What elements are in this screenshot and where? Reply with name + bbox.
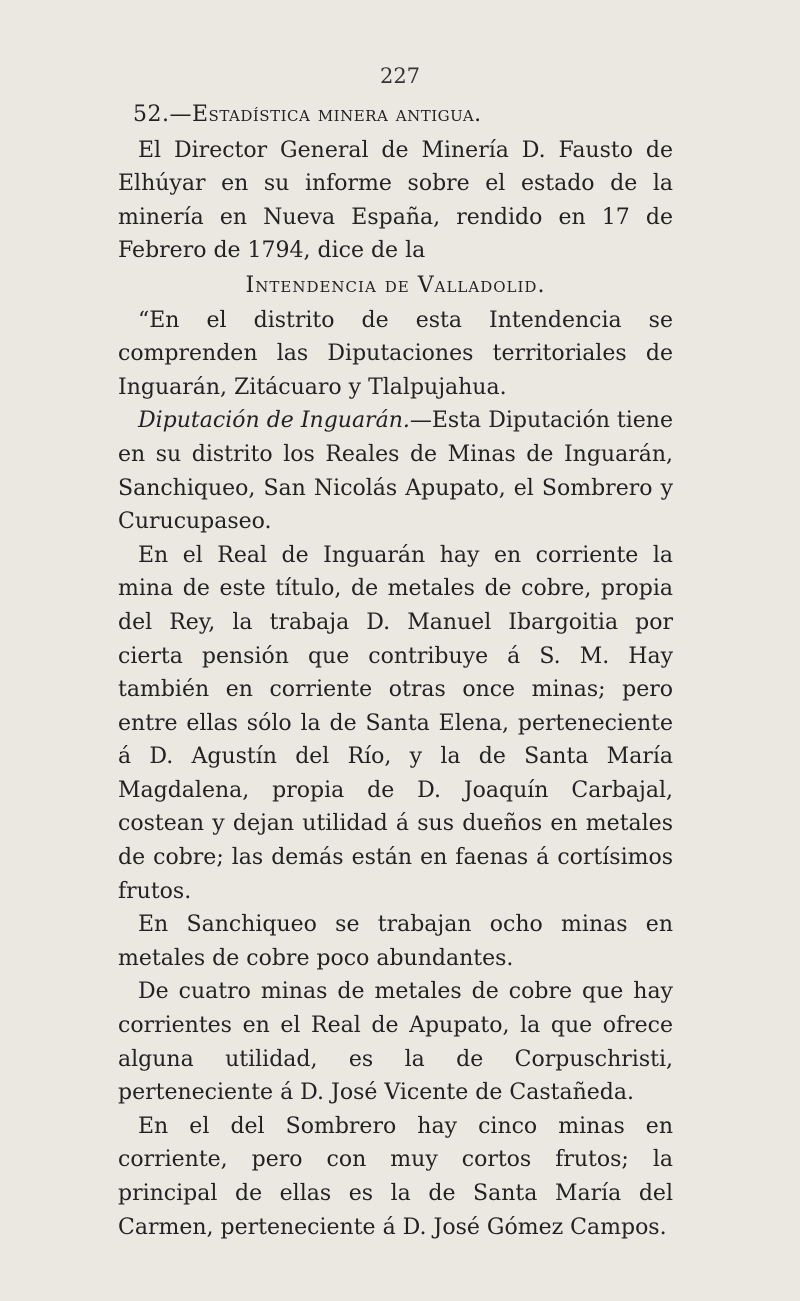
intro-paragraph: El Director General de Minería D. Fausto de Elhúyar en su informe sobre el estado de la minería en Nueva España, rendido en 17 de Febrero de 1794, dice de la [118,137,673,264]
paragraph-real-inguaran: En el Real de Inguarán hay en corriente la mina de este título, de metales de cobre, propia del Rey, la trabaja D. Manuel Ibargoitia por cierta pensión que contribuye á S. M. Hay también en corriente otras once minas; pero entre ellas sólo la de Santa Elena, perteneciente á D. Agustín del Río, y la de Santa María Magdalena, propia de D. Joaquín Carbajal, costean y dejan utilidad á sus dueños en metales de cobre; las demás están en faenas á cortísimos frutos. [118,542,673,904]
page-body [118,98,673,1244]
paragraph-districts: “En el distrito de esta Intendencia se comprenden las Diputaciones territoriales de Inguarán, Zitácuaro y Tlalpujahua. [118,307,673,400]
section-title: Estadística minera antigua. [192,102,482,127]
section-heading [118,98,673,132]
paragraph-sombrero: En el del Sombrero hay cinco minas en corriente, pero con muy cortos frutos; la principal de ellas es la de Santa María del Carmen, perteneciente á D. José Gómez Campos. [118,1113,673,1240]
paragraph-apupato: De cuatro minas de metales de cobre que hay corrientes en el Real de Apupato, la que ofrece alguna utilidad, es la de Corpuschristi, perteneciente á D. José Vicente de Castañeda. [118,979,673,1106]
paragraph-sanchiqueo: En Sanchiqueo se trabajan ocho minas en metales de cobre poco abundantes. [118,912,673,971]
page-number: 227 [379,64,421,88]
section-number: 52.— [133,102,192,127]
paragraph-diputacion-inguaran [118,404,673,538]
diputacion-text: —Esta Diputación tiene en su distrito los Reales de Minas de Inguarán, Sanchiqueo, San Nicolás Apupato, el Sombrero y Curucupaseo. [118,408,673,535]
intendencia-heading: Intendencia de Valladolid. [245,272,546,298]
diputacion-label: Diputación de Inguarán. [138,408,410,434]
